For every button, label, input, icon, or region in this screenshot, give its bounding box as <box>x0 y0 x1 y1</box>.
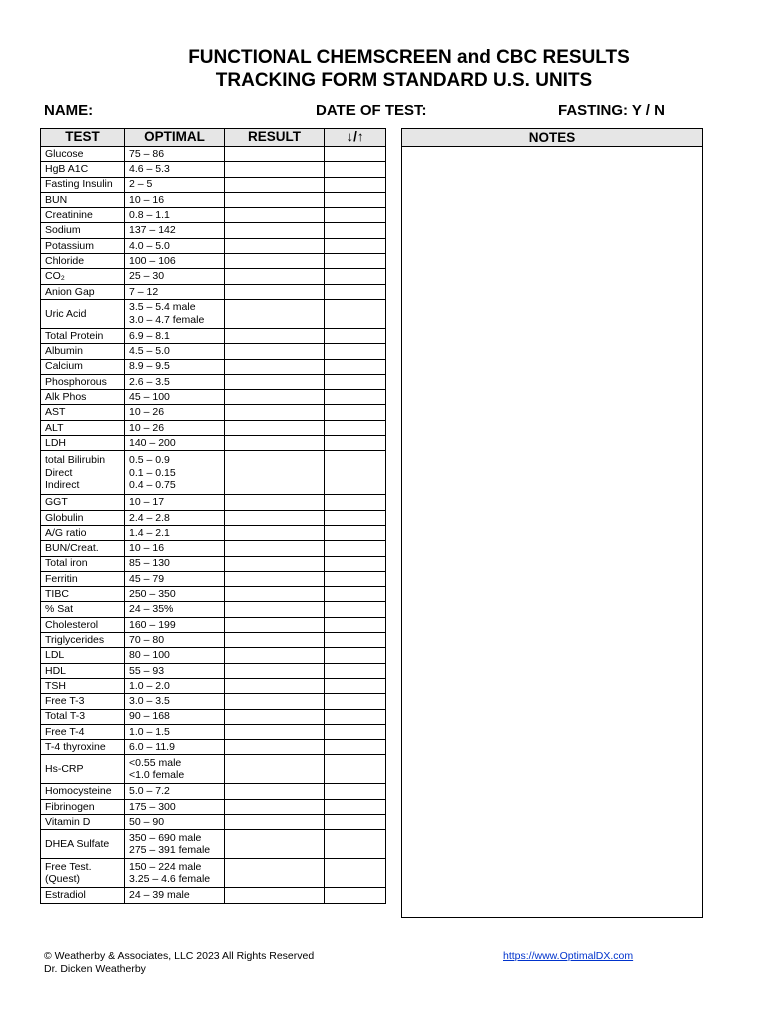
test-name-cell: Calcium <box>41 359 125 374</box>
test-name-cell: BUN/Creat. <box>41 541 125 556</box>
result-input-cell[interactable] <box>225 390 325 405</box>
table-row <box>41 617 386 632</box>
direction-input-cell[interactable] <box>325 436 386 451</box>
result-input-cell[interactable] <box>225 269 325 284</box>
result-input-cell[interactable] <box>225 344 325 359</box>
result-input-cell[interactable] <box>225 663 325 678</box>
result-input-cell[interactable] <box>225 859 325 888</box>
direction-input-cell[interactable] <box>325 709 386 724</box>
direction-input-cell[interactable] <box>325 495 386 510</box>
table-row <box>41 859 386 888</box>
table-row <box>41 223 386 238</box>
direction-input-cell[interactable] <box>325 420 386 435</box>
test-name-cell: Globulin <box>41 510 125 525</box>
result-input-cell[interactable] <box>225 436 325 451</box>
direction-input-cell[interactable] <box>325 556 386 571</box>
table-row <box>41 571 386 586</box>
table-row <box>41 830 386 859</box>
fasting-label: FASTING: Y / N <box>558 102 665 119</box>
result-input-cell[interactable] <box>225 510 325 525</box>
table-row <box>41 420 386 435</box>
optimal-range-cell: 90 – 168 <box>125 709 225 724</box>
title-line-1: FUNCTIONAL CHEMSCREEN and CBC RESULTS <box>188 47 630 68</box>
test-name-cell: BUN <box>41 192 125 207</box>
table-row <box>41 541 386 556</box>
table-row <box>41 888 386 903</box>
table-row <box>41 556 386 571</box>
optimal-range-cell: 175 – 300 <box>125 799 225 814</box>
result-input-cell[interactable] <box>225 359 325 374</box>
optimal-range-cell: 1.0 – 2.0 <box>125 678 225 693</box>
test-name-cell: Free T-3 <box>41 694 125 709</box>
result-input-cell[interactable] <box>225 328 325 343</box>
test-name-cell: Ferritin <box>41 571 125 586</box>
optimal-range-cell: 25 – 30 <box>125 269 225 284</box>
test-name-cell: Total T-3 <box>41 709 125 724</box>
result-input-cell[interactable] <box>225 405 325 420</box>
table-row <box>41 587 386 602</box>
direction-input-cell[interactable] <box>325 269 386 284</box>
optimal-range-cell: 10 – 17 <box>125 495 225 510</box>
test-name-cell: A/G ratio <box>41 525 125 540</box>
optimal-range-cell: 3.5 – 5.4 male 3.0 – 4.7 female <box>125 299 225 328</box>
optimal-range-cell: 10 – 16 <box>125 541 225 556</box>
direction-input-cell[interactable] <box>325 374 386 389</box>
test-name-cell: HgB A1C <box>41 162 125 177</box>
table-row <box>41 633 386 648</box>
optimal-range-cell: 75 – 86 <box>125 147 225 162</box>
test-name-cell: ALT <box>41 420 125 435</box>
test-name-cell: Potassium <box>41 238 125 253</box>
direction-input-cell[interactable] <box>325 284 386 299</box>
direction-input-cell[interactable] <box>325 328 386 343</box>
direction-input-cell[interactable] <box>325 147 386 162</box>
test-name-cell: Homocysteine <box>41 784 125 799</box>
optimal-range-cell: 250 – 350 <box>125 587 225 602</box>
table-row <box>41 694 386 709</box>
optimal-range-cell: 100 – 106 <box>125 254 225 269</box>
table-row <box>41 177 386 192</box>
optimal-range-cell: 4.0 – 5.0 <box>125 238 225 253</box>
direction-input-cell[interactable] <box>325 663 386 678</box>
result-input-cell[interactable] <box>225 784 325 799</box>
optimal-range-cell: 3.0 – 3.5 <box>125 694 225 709</box>
optimal-range-cell: 45 – 100 <box>125 390 225 405</box>
result-input-cell[interactable] <box>225 495 325 510</box>
direction-input-cell[interactable] <box>325 648 386 663</box>
col-header-result: RESULT <box>225 129 325 147</box>
direction-input-cell[interactable] <box>325 799 386 814</box>
table-header-row <box>41 129 386 147</box>
direction-input-cell[interactable] <box>325 587 386 602</box>
result-input-cell[interactable] <box>225 541 325 556</box>
table-row <box>41 663 386 678</box>
result-input-cell[interactable] <box>225 888 325 903</box>
optimal-range-cell: 140 – 200 <box>125 436 225 451</box>
result-input-cell[interactable] <box>225 740 325 755</box>
result-input-cell[interactable] <box>225 208 325 223</box>
table-row <box>41 602 386 617</box>
direction-input-cell[interactable] <box>325 223 386 238</box>
optimal-range-cell: 24 – 35% <box>125 602 225 617</box>
test-name-cell: HDL <box>41 663 125 678</box>
optimal-range-cell: <0.55 male <1.0 female <box>125 755 225 784</box>
table-row <box>41 709 386 724</box>
result-input-cell[interactable] <box>225 192 325 207</box>
result-input-cell[interactable] <box>225 648 325 663</box>
direction-input-cell[interactable] <box>325 451 386 495</box>
direction-input-cell[interactable] <box>325 299 386 328</box>
direction-input-cell[interactable] <box>325 633 386 648</box>
test-name-cell: Sodium <box>41 223 125 238</box>
table-row <box>41 238 386 253</box>
table-row <box>41 525 386 540</box>
direction-input-cell[interactable] <box>325 359 386 374</box>
result-input-cell[interactable] <box>225 420 325 435</box>
optimal-range-cell: 1.4 – 2.1 <box>125 525 225 540</box>
direction-input-cell[interactable] <box>325 405 386 420</box>
direction-input-cell[interactable] <box>325 510 386 525</box>
result-input-cell[interactable] <box>225 238 325 253</box>
result-input-cell[interactable] <box>225 709 325 724</box>
table-row <box>41 162 386 177</box>
result-input-cell[interactable] <box>225 830 325 859</box>
result-input-cell[interactable] <box>225 587 325 602</box>
test-name-cell: TIBC <box>41 587 125 602</box>
date-of-test-label: DATE OF TEST: <box>316 102 427 119</box>
test-name-cell: Cholesterol <box>41 617 125 632</box>
table-row <box>41 799 386 814</box>
result-input-cell[interactable] <box>225 617 325 632</box>
test-name-cell: Hs-CRP <box>41 755 125 784</box>
test-name-cell: TSH <box>41 678 125 693</box>
author-text: Dr. Dicken Weatherby <box>44 963 146 975</box>
test-name-cell: Vitamin D <box>41 814 125 829</box>
table-row <box>41 254 386 269</box>
result-input-cell[interactable] <box>225 254 325 269</box>
optimal-range-cell: 2.4 – 2.8 <box>125 510 225 525</box>
col-header-optimal: OPTIMAL <box>125 129 225 147</box>
result-input-cell[interactable] <box>225 374 325 389</box>
result-input-cell[interactable] <box>225 451 325 495</box>
result-input-cell[interactable] <box>225 678 325 693</box>
direction-input-cell[interactable] <box>325 162 386 177</box>
optimal-range-cell: 350 – 690 male 275 – 391 female <box>125 830 225 859</box>
table-row <box>41 374 386 389</box>
col-header-test: TEST <box>41 129 125 147</box>
website-link[interactable]: https://www.OptimalDX.com <box>503 950 634 962</box>
result-input-cell[interactable] <box>225 633 325 648</box>
copyright-text: © Weatherby & Associates, LLC 2023 All Rights Reserved <box>44 950 315 962</box>
optimal-range-cell: 1.0 – 1.5 <box>125 724 225 739</box>
direction-input-cell[interactable] <box>325 888 386 903</box>
table-row <box>41 740 386 755</box>
optimal-range-cell: 160 – 199 <box>125 617 225 632</box>
table-row <box>41 784 386 799</box>
test-name-cell: Uric Acid <box>41 299 125 328</box>
table-row <box>41 147 386 162</box>
optimal-range-cell: 2.6 – 3.5 <box>125 374 225 389</box>
test-name-cell: CO₂ <box>41 269 125 284</box>
optimal-range-cell: 7 – 12 <box>125 284 225 299</box>
optimal-range-cell: 45 – 79 <box>125 571 225 586</box>
form-title <box>0 46 768 92</box>
optimal-range-cell: 85 – 130 <box>125 556 225 571</box>
test-name-cell: Chloride <box>41 254 125 269</box>
optimal-range-cell: 4.5 – 5.0 <box>125 344 225 359</box>
test-name-cell: DHEA Sulfate <box>41 830 125 859</box>
notes-header: NOTES <box>402 129 702 147</box>
title-line-2: TRACKING FORM STANDARD U.S. UNITS <box>215 70 593 91</box>
optimal-range-cell: 5.0 – 7.2 <box>125 784 225 799</box>
table-row <box>41 208 386 223</box>
table-row <box>41 724 386 739</box>
test-name-cell: Estradiol <box>41 888 125 903</box>
table-row <box>41 284 386 299</box>
direction-input-cell[interactable] <box>325 177 386 192</box>
test-name-cell: Fasting Insulin <box>41 177 125 192</box>
test-name-cell: % Sat <box>41 602 125 617</box>
result-input-cell[interactable] <box>225 223 325 238</box>
optimal-range-cell: 0.5 – 0.9 0.1 – 0.15 0.4 – 0.75 <box>125 451 225 495</box>
direction-input-cell[interactable] <box>325 344 386 359</box>
test-name-cell: Total iron <box>41 556 125 571</box>
table-row <box>41 192 386 207</box>
results-table <box>40 128 386 904</box>
optimal-range-cell: 8.9 – 9.5 <box>125 359 225 374</box>
optimal-range-cell: 80 – 100 <box>125 648 225 663</box>
direction-input-cell[interactable] <box>325 541 386 556</box>
test-name-cell: Free Test. (Quest) <box>41 859 125 888</box>
optimal-range-cell: 55 – 93 <box>125 663 225 678</box>
test-name-cell: Albumin <box>41 344 125 359</box>
result-input-cell[interactable] <box>225 814 325 829</box>
test-name-cell: T-4 thyroxine <box>41 740 125 755</box>
direction-input-cell[interactable] <box>325 755 386 784</box>
table-row <box>41 814 386 829</box>
result-input-cell[interactable] <box>225 147 325 162</box>
optimal-range-cell: 0.8 – 1.1 <box>125 208 225 223</box>
direction-input-cell[interactable] <box>325 238 386 253</box>
result-input-cell[interactable] <box>225 602 325 617</box>
test-name-cell: LDL <box>41 648 125 663</box>
table-row <box>41 678 386 693</box>
direction-input-cell[interactable] <box>325 740 386 755</box>
optimal-range-cell: 10 – 26 <box>125 405 225 420</box>
test-name-cell: Alk Phos <box>41 390 125 405</box>
optimal-range-cell: 6.9 – 8.1 <box>125 328 225 343</box>
test-name-cell: Anion Gap <box>41 284 125 299</box>
table-row <box>41 495 386 510</box>
table-row <box>41 299 386 328</box>
direction-input-cell[interactable] <box>325 602 386 617</box>
result-input-cell[interactable] <box>225 724 325 739</box>
optimal-range-cell: 150 – 224 male 3.25 – 4.6 female <box>125 859 225 888</box>
test-name-cell: Creatinine <box>41 208 125 223</box>
direction-input-cell[interactable] <box>325 525 386 540</box>
test-name-cell: total Bilirubin Direct Indirect <box>41 451 125 495</box>
table-row <box>41 648 386 663</box>
direction-input-cell[interactable] <box>325 814 386 829</box>
result-input-cell[interactable] <box>225 694 325 709</box>
results-table-body <box>41 147 386 904</box>
optimal-range-cell: 4.6 – 5.3 <box>125 162 225 177</box>
table-row <box>41 328 386 343</box>
table-row <box>41 405 386 420</box>
table-row <box>41 344 386 359</box>
test-name-cell: Free T-4 <box>41 724 125 739</box>
table-row <box>41 269 386 284</box>
result-input-cell[interactable] <box>225 177 325 192</box>
direction-input-cell[interactable] <box>325 390 386 405</box>
optimal-range-cell: 70 – 80 <box>125 633 225 648</box>
result-input-cell[interactable] <box>225 162 325 177</box>
direction-input-cell[interactable] <box>325 724 386 739</box>
result-input-cell[interactable] <box>225 556 325 571</box>
optimal-range-cell: 10 – 26 <box>125 420 225 435</box>
table-row <box>41 451 386 495</box>
test-name-cell: Phosphorous <box>41 374 125 389</box>
name-label: NAME: <box>44 102 94 119</box>
direction-input-cell[interactable] <box>325 192 386 207</box>
direction-input-cell[interactable] <box>325 617 386 632</box>
table-row <box>41 359 386 374</box>
result-input-cell[interactable] <box>225 525 325 540</box>
optimal-range-cell: 6.0 – 11.9 <box>125 740 225 755</box>
table-row <box>41 390 386 405</box>
direction-input-cell[interactable] <box>325 859 386 888</box>
col-header-direction: ↓/↑ <box>325 129 386 147</box>
footer <box>44 950 314 976</box>
direction-input-cell[interactable] <box>325 830 386 859</box>
optimal-range-cell: 137 – 142 <box>125 223 225 238</box>
test-name-cell: LDH <box>41 436 125 451</box>
table-row <box>41 436 386 451</box>
result-input-cell[interactable] <box>225 571 325 586</box>
optimal-range-cell: 2 – 5 <box>125 177 225 192</box>
direction-input-cell[interactable] <box>325 678 386 693</box>
direction-input-cell[interactable] <box>325 694 386 709</box>
result-input-cell[interactable] <box>225 755 325 784</box>
direction-input-cell[interactable] <box>325 254 386 269</box>
notes-box[interactable] <box>401 128 703 918</box>
optimal-range-cell: 50 – 90 <box>125 814 225 829</box>
optimal-range-cell: 10 – 16 <box>125 192 225 207</box>
test-name-cell: GGT <box>41 495 125 510</box>
direction-input-cell[interactable] <box>325 571 386 586</box>
direction-input-cell[interactable] <box>325 784 386 799</box>
result-input-cell[interactable] <box>225 284 325 299</box>
test-name-cell: Fibrinogen <box>41 799 125 814</box>
result-input-cell[interactable] <box>225 799 325 814</box>
test-name-cell: Total Protein <box>41 328 125 343</box>
result-input-cell[interactable] <box>225 299 325 328</box>
table-row <box>41 755 386 784</box>
test-name-cell: AST <box>41 405 125 420</box>
direction-input-cell[interactable] <box>325 208 386 223</box>
table-row <box>41 510 386 525</box>
test-name-cell: Glucose <box>41 147 125 162</box>
optimal-range-cell: 24 – 39 male <box>125 888 225 903</box>
test-name-cell: Triglycerides <box>41 633 125 648</box>
